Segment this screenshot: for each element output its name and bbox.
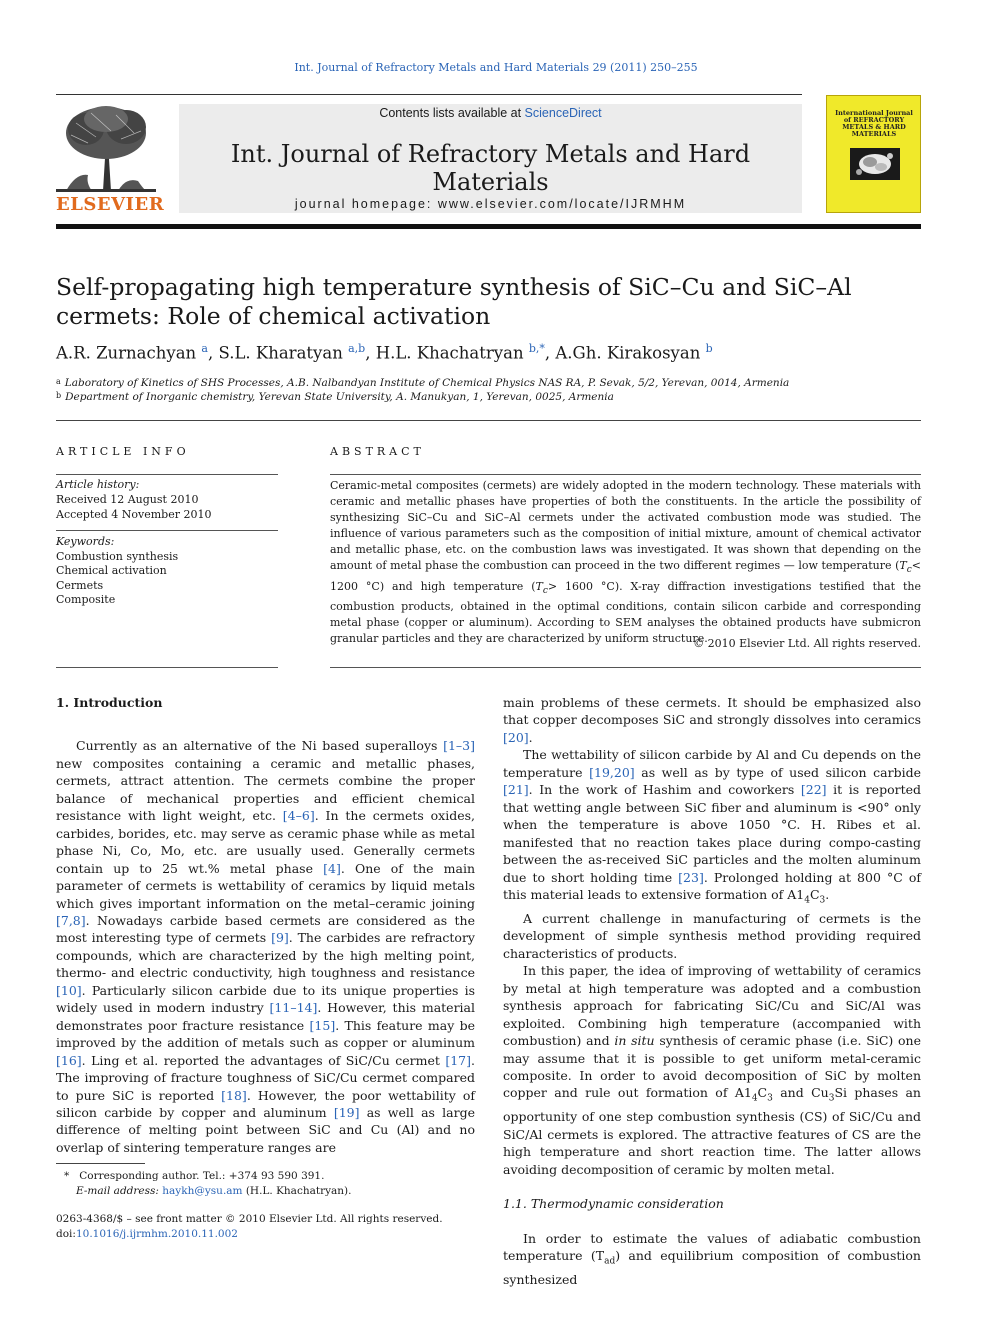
- journal-cover: [826, 95, 921, 213]
- subsection-heading: 1.1. Thermodynamic consideration: [503, 1196, 724, 1212]
- affiliation-ref[interactable]: a: [201, 342, 208, 355]
- footnote-rule: [56, 1163, 145, 1164]
- citation-link[interactable]: [18]: [221, 1087, 247, 1103]
- keyword: Combustion synthesis: [56, 549, 179, 563]
- citation-link[interactable]: [22]: [800, 782, 827, 798]
- affiliation-ref[interactable]: b,*: [528, 342, 545, 355]
- affiliation-a: $^a$ Laboratory of Kinetics of SHS Processes, A.B. Nalbandyan Institute of Chemical Physics NAS RA, P. Sevak, 5/2, Yerevan, 0014, Armenia: [56, 377, 790, 389]
- affiliation-b: $^b$ Department of Inorganic chemistry, Yerevan State University, A. Manukyan, 1, Yerevan, 0025, Armenia: [56, 391, 614, 403]
- citation-link[interactable]: [23]: [678, 869, 704, 885]
- citation-link[interactable]: [19,20]: [589, 764, 635, 780]
- author-name: S.L. Kharatyan: [218, 343, 343, 363]
- citation-link[interactable]: [19]: [333, 1104, 360, 1120]
- paragraph-text: . Nowadays carbide based cermets are considered as the most interesting type of cermets: [56, 912, 475, 946]
- journal-homepage[interactable]: journal homepage: www.elsevier.com/locate/IJRMHM: [294, 197, 687, 211]
- paragraph-text: as well as by type of used silicon carbide: [634, 764, 921, 780]
- sciencedirect-link[interactable]: ScienceDirect: [524, 106, 602, 120]
- front-matter: [56, 1212, 476, 1242]
- paragraph-text: . This feature may be improved by the addition of metals such as copper or aluminum: [56, 1017, 476, 1051]
- citation-link[interactable]: [16]: [56, 1052, 82, 1068]
- paragraph-text: Currently as an alternative of the Ni based superalloys: [76, 738, 444, 754]
- issn-line: 0263-4368/$ – see front matter © 2010 Elsevier Ltd. All rights reserved.: [56, 1213, 443, 1225]
- accepted-date: Accepted 4 November 2010: [56, 508, 212, 521]
- abstract-text: Ceramic-metal composites (cermets) are widely adopted in the modern technology. These materials with ceramic and metallic phases have properties of both the constituents. In the article the possibility of synthesizing SiC–Cu and SiC–Al cermets under the activated combustion mode was studied. The influence of various parameters such as the composition of initial mixture, amount of chemical activator and metallic phase, etc. on the combustion laws was investigated. It was shown that depending on the amount of metal phase the combustion can proceed in the two different regimes — low temperature ($T_c< 1200$ °C) and high temperature ($T_c> 1600$ °C). X-ray diffraction investigations testified that the combustion products, obtained in the optimal conditions, contain silicon carbide and corresponding metal phase (copper or aluminum). According to SEM analyses the obtained products have submicron granular particles and they are characterized by uniform structure.: [330, 479, 921, 646]
- citation-link[interactable]: [20]: [503, 729, 529, 745]
- citation-link[interactable]: [7,8]: [56, 912, 86, 928]
- citation-link[interactable]: [9]: [271, 930, 289, 946]
- affiliation-rule: [56, 420, 921, 421]
- article-info-rule: [56, 667, 278, 668]
- abstract-rule: [330, 667, 921, 668]
- paragraph-text: . However, the poor wettability of silicon carbide by copper and aluminum: [56, 1087, 475, 1120]
- author-name: A.Gh. Kirakosyan: [555, 343, 701, 363]
- author-list: A.R. Zurnachyan $^a$, S.L. Kharatyan $^{a,b}$, H.L. Khachatryan $^{b,*}$, A.Gh. Kirakosyan $^b$: [56, 342, 713, 363]
- doi-line: doi:10.1016/j.ijrmhm.2010.11.002: [56, 1228, 238, 1240]
- body-paragraph: In this paper, the idea of improving of wettability of ceramics by metal at high temperature was adopted and a combustion synthesis approach for fabricating SiC/Cu and SiC/Al was exploited. Combining high temperature (accompanied with combustion) and in situ synthesis of ceramic phase (i.e. SiC) one may assume that it is possible to get uniform metal-ceramic composite. In order to avoid decomposition of SiC by molten copper and rule out formation of $A1_4C_3$ and $Cu_3Si$ phases an opportunity of one step combustion synthesis (CS) of SiC/Cu and SiC/Al cermets is explored. The attractive features of CS are the high temperature and short reaction time. The latter allows avoiding decomposition of ceramic by molten metal.: [503, 963, 921, 1177]
- citation-link[interactable]: [17]: [445, 1052, 472, 1068]
- history-label: Article history:: [56, 478, 140, 491]
- paragraph-text: new composites containing a ceramic and metallic phases, cermets, attract attention. The cermets combine the proper balance of mechanical properties and efficient chemical resistance with light weight, etc.: [56, 755, 475, 824]
- paragraph-text: . However, this material demonstrates poor fracture resistance: [56, 1000, 475, 1033]
- citation-link[interactable]: [10]: [56, 982, 82, 998]
- keywords: [56, 535, 278, 608]
- citation-link[interactable]: [4]: [323, 860, 341, 876]
- header-top-rule: [56, 94, 802, 95]
- author-name: H.L. Khachatryan: [375, 343, 524, 363]
- paragraph-text: . The improving of fracture toughness of SiC/Cu cermet compared to pure SiC is reported: [56, 1052, 475, 1103]
- citation-link[interactable]: [4–6]: [282, 808, 315, 824]
- paragraph-text: . Ling et al. reported the advantages of SiC/Cu cermet: [81, 1052, 446, 1068]
- paragraph-text: . The carbides are refractory compounds, which are characterized by the high melting point, thermo- and electric conductivity, high toughness and resistance: [56, 930, 475, 981]
- section-heading: 1. Introduction: [56, 695, 163, 710]
- abstract-heading: ABSTRACT: [330, 445, 425, 458]
- journal-citation[interactable]: Int. Journal of Refractory Metals and Hard Materials 29 (2011) 250–255: [294, 61, 698, 74]
- abstract-rule: [330, 474, 921, 475]
- cover-image-icon: [850, 148, 900, 180]
- affiliation-ref[interactable]: a,b: [348, 342, 366, 355]
- received-date: Received 12 August 2010: [56, 493, 199, 506]
- paragraph-text: main problems of these cermets. It should be emphasized also that copper decomposes SiC and strongly dissolves into ceramics: [503, 695, 921, 728]
- body-paragraph: In order to estimate the values of adiabatic combustion temperature $(T_{ad})$ and equilibrium composition of combustion synthesized: [503, 1230, 921, 1288]
- keyword: Chemical activation: [56, 564, 167, 577]
- doi-link[interactable]: 10.1016/j.ijrmhm.2010.11.002: [75, 1228, 238, 1240]
- keyword: Composite: [56, 593, 116, 606]
- body-paragraph: A current challenge in manufacturing of cermets is the development of simple synthesis method providing required characteristics of products.: [503, 910, 921, 961]
- abstract-copyright: © 2010 Elsevier Ltd. All rights reserved.: [693, 637, 921, 650]
- article-title: Self-propagating high temperature synthesis of SiC–Cu and SiC–Al cermets: Role of chemical activation: [56, 273, 852, 330]
- body-column-left: [56, 694, 475, 1156]
- header-thick-rule: [56, 224, 921, 229]
- article-history: [56, 477, 278, 522]
- paragraph-text: as well as large difference of melting point between SiC and Cu (Al) and no overlap of sintering temperature ranges are: [56, 1104, 475, 1155]
- paragraph-text: . Particularly silicon carbide due to its unique properties is widely used in modern industry: [56, 982, 475, 1016]
- citation-link[interactable]: [11–14]: [269, 1000, 318, 1016]
- article-info-rule: [56, 474, 278, 475]
- paragraph-text: .: [528, 729, 533, 745]
- body-paragraph: [503, 694, 921, 746]
- cover-title: International Journal of REFRACTORY METALS & HARD MATERIALS: [835, 109, 913, 138]
- body-column-right: [503, 694, 921, 1289]
- keyword: Cermets: [56, 578, 104, 592]
- paragraph-text: . In the cermets oxides, carbides, borides, etc. may serve as ceramic phase while as metal phase Ni, Co, Mo, etc. are usually used. Generally cermets contain up to 25 wt.% metal phase: [56, 808, 476, 876]
- affiliation-ref[interactable]: b: [705, 342, 713, 355]
- body-paragraph: [56, 737, 475, 1156]
- author-name: A.R. Zurnachyan: [56, 343, 197, 363]
- body-paragraph: The wettability of silicon carbide by Al and Cu depends on the temperature [19,20] as well as by type of used silicon carbide [21]. In the work of Hashim and coworkers [22] it is reported that wetting angle between SiC fiber and aluminum is <90° only when the temperature is above 1050 °C. H. Ribes et al. manifested that no reaction takes place during compo-casting between the as-received SiC particles and the molten aluminum due to short holding time [23]. Prolonged holding at 800 °C of this material leads to extensive formation of $A1_4C_3$.: [503, 747, 921, 906]
- elsevier-logo: [56, 103, 165, 215]
- paragraph-text: . One of the main parameter of cermets is wettability of ceramics by liquid metals which gives important information on the metal–ceramic joining: [56, 860, 475, 911]
- contents-available: Contents lists available at ScienceDirect: [379, 106, 602, 120]
- paragraph-text: . In the work of Hashim and coworkers: [528, 782, 801, 798]
- citation-link[interactable]: [21]: [503, 782, 529, 798]
- journal-title: Int. Journal of Refractory Metals and Hard Materials: [230, 140, 751, 196]
- article-info-heading: ARTICLE INFO: [56, 445, 190, 458]
- paragraph-text: it is reported that wetting angle between SiC fiber and aluminum is <90° only when the temperature is above 1050 °C. H. Ribes et al. manifested that no reaction takes place during compo-casting between the as-received SiC particles and the molten aluminum due to short holding time: [503, 782, 921, 885]
- elsevier-tree-icon: [56, 103, 156, 195]
- keywords-label: Keywords:: [56, 535, 115, 548]
- paragraph-text: The wettability of silicon carbide by Al and Cu depends on the temperature: [503, 747, 921, 780]
- article-info-rule: [56, 530, 278, 531]
- elsevier-wordmark: ELSEVIER: [56, 194, 165, 215]
- paragraph-text: . Prolonged holding at 800 °C of this material leads to extensive formation of A1: [503, 869, 921, 902]
- email-link[interactable]: haykh@ysu.am: [162, 1185, 243, 1197]
- citation-link[interactable]: [15]: [309, 1017, 336, 1033]
- corresponding-author-footnote: * Corresponding author. Tel.: +374 93 590 391. E-mail address: haykh@ysu.am (H.L. Khachatryan).: [64, 1170, 352, 1197]
- citation-link[interactable]: [1–3]: [443, 738, 475, 754]
